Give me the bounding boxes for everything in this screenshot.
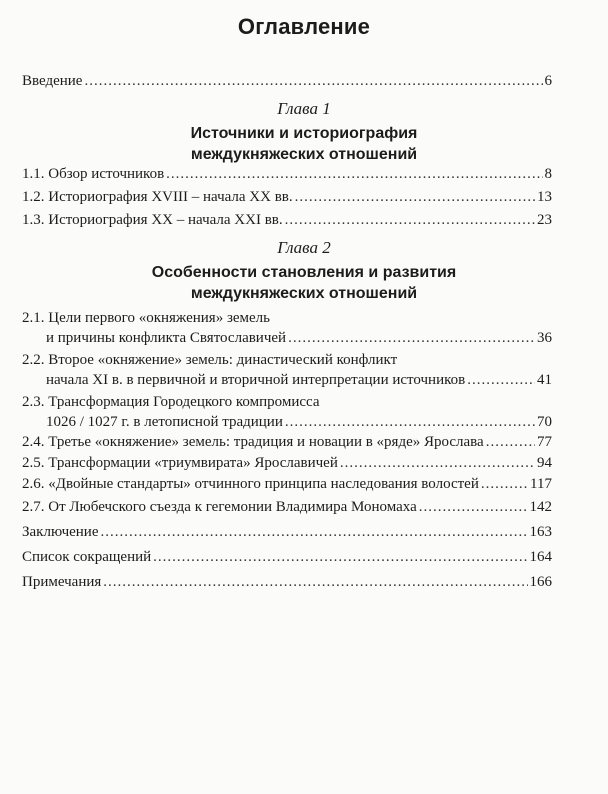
toc-entry-number: 2.1. [22,310,45,326]
leader-dots [153,547,527,567]
toc-entry-notes[interactable] [22,572,552,592]
chapter-title-line: междукняжеских отношений [190,285,418,302]
toc-entry-2-6[interactable] [22,474,552,494]
toc-page-number: 94 [537,455,552,471]
toc-entry-number: 2.6. [22,476,45,492]
toc-page-number: 8 [544,166,552,182]
page-title: Оглавление [237,14,371,39]
leader-dots [481,474,528,494]
toc-entry-label: Цели первого «окняжения» земель [48,310,270,326]
toc-entry-label: Обзор источников [48,166,165,182]
leader-dots [467,370,535,390]
leader-dots [486,432,535,452]
toc-entry-label-cont: 1026 / 1027 г. в летописной традиции [46,414,283,430]
toc-entry-number: 2.4. [22,434,45,450]
chapter-title-line: междукняжеских отношений [190,146,418,163]
leader-dots [101,522,528,542]
leader-dots [285,210,535,230]
chapter-title-line: Особенности становления и развития [151,264,457,281]
toc-entry-number: 1.1. [22,166,45,182]
toc-page-number: 142 [529,499,552,515]
toc-entry-2-4[interactable] [22,432,552,452]
toc-page-number: 70 [537,414,552,430]
toc-entry-intro[interactable] [22,71,552,91]
chapter-1-label: Глава 1 [277,99,331,118]
toc-page-number: 13 [537,189,552,205]
toc-entry-number: 2.2. [22,352,45,368]
toc-entry-label: Заключение [22,524,99,540]
leader-dots [419,497,528,517]
toc-entry-abbreviations[interactable] [22,547,552,567]
toc-entry-2-5[interactable] [22,453,552,473]
leader-dots [84,71,542,91]
leader-dots [285,412,535,432]
toc-entry-2-2[interactable] [22,350,552,390]
chapter-1-title [0,123,608,165]
toc-entry-label: Третье «окняжение» земель: традиция и новации в «ряде» Ярослава [48,434,484,450]
toc-entry-label: Примечания [22,574,102,590]
toc-entry-label: Введение [22,73,83,89]
toc-entry-label: Историография XVIII – начала XX вв. [48,189,293,205]
toc-entry-label-cont: и причины конфликта Святославичей [46,330,287,346]
toc-page-number: 36 [537,330,552,346]
leader-dots [166,164,542,184]
toc-page-number: 41 [537,372,552,388]
leader-dots [288,328,535,348]
toc-entry-1-3[interactable] [22,210,552,230]
toc-entry-label: От Любечского съезда к гегемонии Владимира Мономаха [48,499,417,515]
toc-page-number: 166 [529,574,552,590]
toc-entry-label: Второе «окняжение» земель: династический конфликт [48,352,398,368]
toc-entry-label: Трансформации «триумвирата» Ярославичей [48,455,338,471]
leader-dots [340,453,535,473]
toc-entry-conclusion[interactable] [22,522,552,542]
toc-entry-number: 1.3. [22,212,45,228]
toc-page-number: 163 [529,524,552,540]
toc-entry-2-3[interactable] [22,392,552,432]
toc-entry-number: 2.7. [22,499,45,515]
toc-entry-number: 1.2. [22,189,45,205]
toc-page-number: 77 [537,434,552,450]
leader-dots [295,187,535,207]
toc-entry-label: Список сокращений [22,549,152,565]
chapter-2-title [0,262,608,304]
toc-page-number: 164 [529,549,552,565]
toc-page-number: 23 [537,212,552,228]
chapter-2-label: Глава 2 [277,238,331,257]
toc-entry-label: Трансформация Городецкого компромисса [48,394,320,410]
leader-dots [103,572,527,592]
toc-entry-label: «Двойные стандарты» отчинного принципа наследования волостей [48,476,479,492]
toc-entry-2-7[interactable] [22,497,552,517]
toc-entry-1-1[interactable] [22,164,552,184]
toc-entry-label-cont: начала XI в. в первичной и вторичной интерпретации источников [46,372,466,388]
toc-page-number: 6 [544,73,552,89]
toc-entry-number: 2.3. [22,394,45,410]
chapter-title-line: Источники и историография [190,125,418,142]
toc-entry-label: Историография XX – начала XXI вв. [48,212,283,228]
toc-entry-number: 2.5. [22,455,45,471]
toc-entry-1-2[interactable] [22,187,552,207]
toc-page-number: 117 [530,476,552,492]
toc-entry-2-1[interactable] [22,308,552,348]
